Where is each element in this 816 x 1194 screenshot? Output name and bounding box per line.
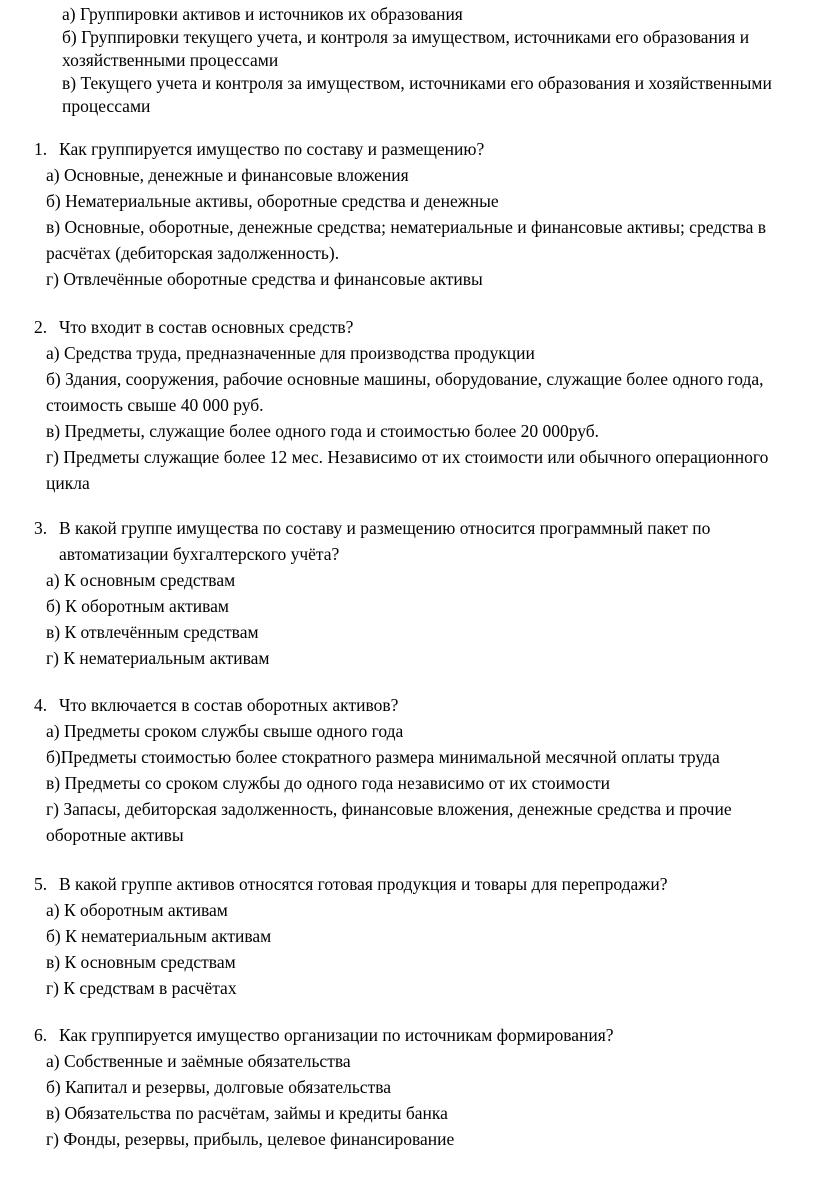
question-number: 5. [34, 874, 48, 894]
answer-option: а) Основные, денежные и финансовые вложения [46, 165, 409, 185]
question-4 [0, 692, 816, 848]
question-6 [0, 1022, 816, 1152]
question-text: Что входит в состав основных средств? [59, 317, 354, 337]
answer-option: б) К нематериальным активам [46, 926, 272, 946]
intro-option: а) Группировки активов и источников их образования [62, 4, 463, 24]
answer-option: б) Нематериальные активы, оборотные средства и денежные [46, 191, 499, 211]
intro-option: б) Группировки текущего учета, и контроля за имуществом, источниками его образования и хозяйственными процессами [62, 27, 750, 70]
answer-option: г) К средствам в расчётах [46, 978, 237, 998]
question-number: 1. [34, 139, 48, 159]
answer-option: а) Предметы сроком службы свыше одного года [46, 721, 404, 741]
question-number: 4. [34, 695, 48, 715]
question-2 [0, 314, 816, 496]
answer-option: а) К основным средствам [46, 570, 236, 590]
answer-option: в) К отвлечённым средствам [46, 622, 259, 642]
answer-option: а) Средства труда, предназначенные для производства продукции [46, 343, 535, 363]
question-number: 6. [34, 1025, 48, 1045]
question-text: Как группируется имущество организации по источникам формирования? [59, 1025, 614, 1045]
answer-option: в) Основные, оборотные, денежные средства; нематериальные и финансовые активы; средства в расчётах (дебиторская задолженность). [46, 217, 766, 263]
answer-option: б) Капитал и резервы, долговые обязательства [46, 1077, 392, 1097]
intro-option: в) Текущего учета и контроля за имуществом, источниками его образования и хозяйственными процессами [62, 73, 772, 116]
question-3 [0, 515, 816, 671]
question-number: 3. [34, 518, 48, 538]
answer-option: б)Предметы стоимостью более стократного размера минимальной месячной оплаты труда [46, 747, 720, 767]
question-1 [0, 136, 816, 292]
answer-option: а) К оборотным активам [46, 900, 228, 920]
question-text: Как группируется имущество по составу и размещению? [59, 139, 485, 159]
answer-option: б) Здания, сооружения, рабочие основные машины, оборудование, служащие более одного года, стоимость свыше 40 000 руб. [46, 369, 764, 415]
answer-option: в) Обязательства по расчётам, займы и кредиты банка [46, 1103, 448, 1123]
answer-option: г) Предметы служащие более 12 мес. Независимо от их стоимости или обычного операционного цикла [46, 447, 769, 493]
question-5 [0, 871, 816, 1001]
answer-option: в) К основным средствам [46, 952, 236, 972]
answer-option: г) К нематериальным активам [46, 648, 270, 668]
answer-option: а) Собственные и заёмные обязательства [46, 1051, 351, 1071]
answer-option: в) Предметы, служащие более одного года и стоимостью более 20 000руб. [46, 421, 600, 441]
question-number: 2. [34, 317, 48, 337]
answer-option: г) Запасы, дебиторская задолженность, финансовые вложения, денежные средства и прочие оборотные активы [46, 799, 732, 845]
answer-option: г) Фонды, резервы, прибыль, целевое финансирование [46, 1129, 455, 1149]
question-text: В какой группе активов относятся готовая продукция и товары для перепродажи? [59, 874, 668, 894]
question-text: Что включается в состав оборотных активов? [59, 695, 399, 715]
answer-option: г) Отвлечённые оборотные средства и финансовые активы [46, 269, 483, 289]
answer-option: в) Предметы со сроком службы до одного года независимо от их стоимости [46, 773, 611, 793]
intro-options [62, 3, 812, 118]
answer-option: б) К оборотным активам [46, 596, 229, 616]
question-text: В какой группе имущества по составу и размещению относится программный пакет по автоматизации бухгалтерского учёта? [59, 518, 711, 564]
